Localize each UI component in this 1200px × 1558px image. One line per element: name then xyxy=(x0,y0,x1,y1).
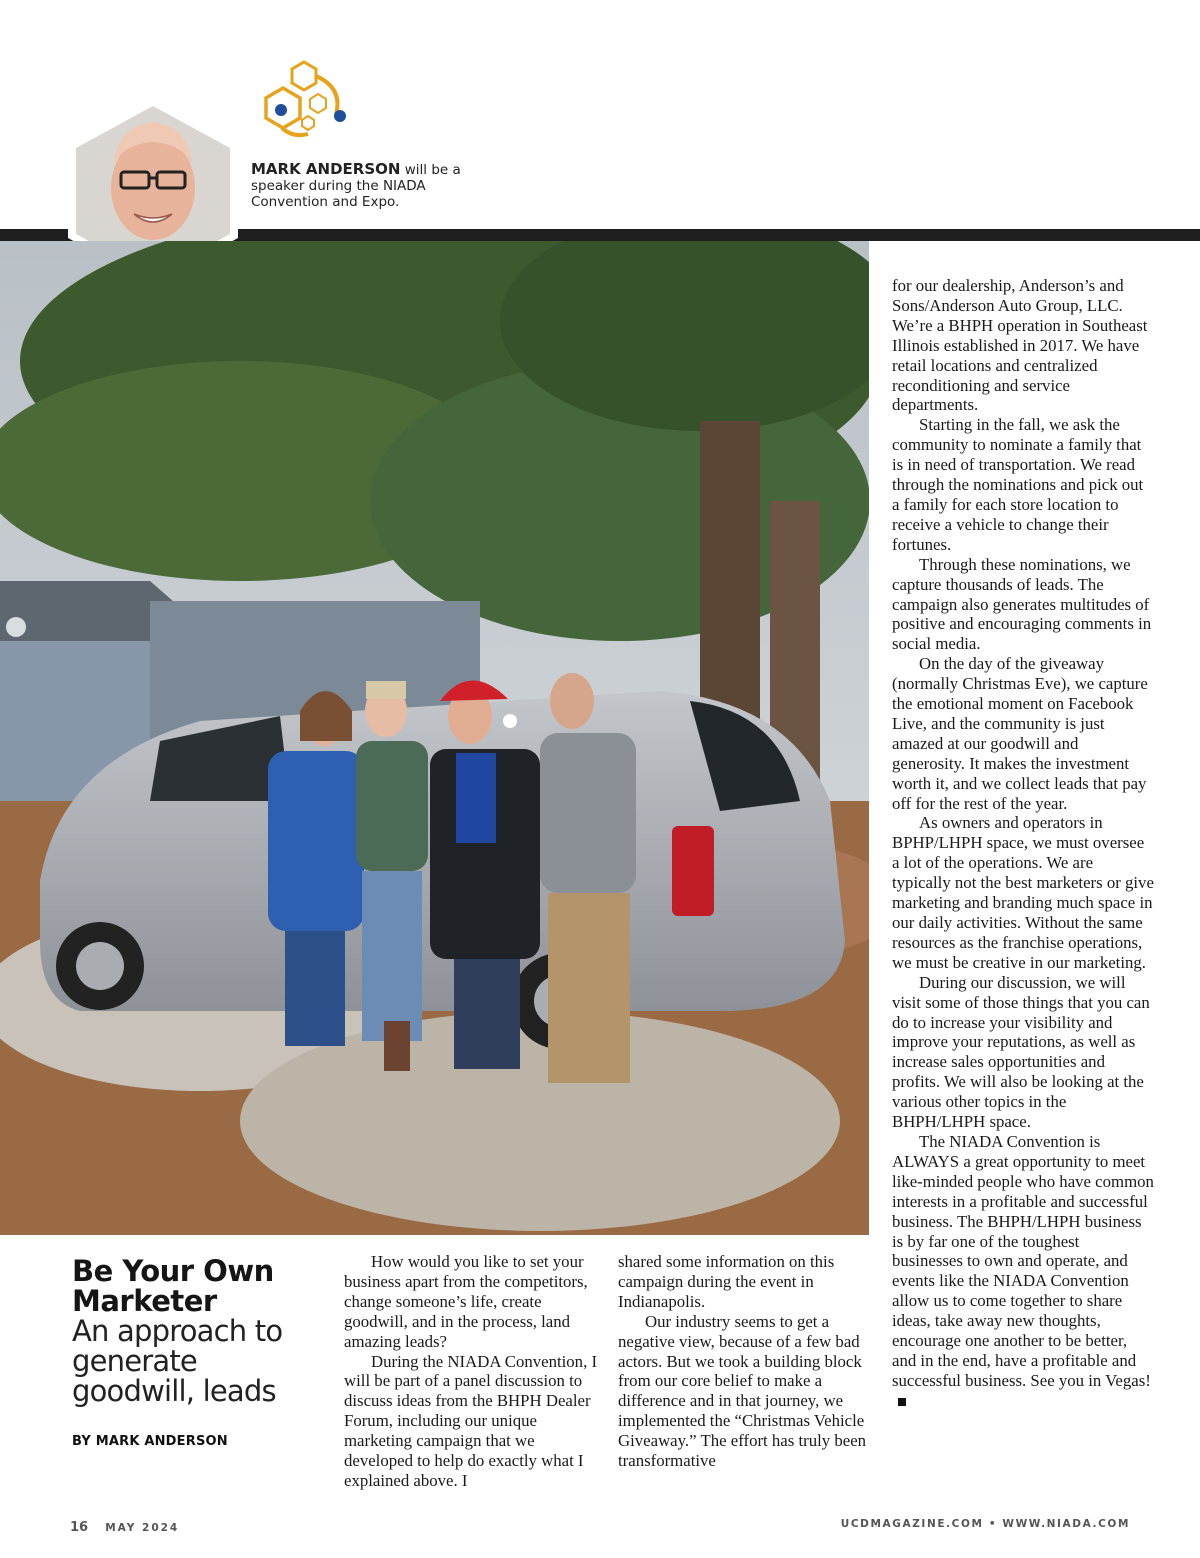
article-byline: BY MARK ANDERSON xyxy=(72,1434,228,1449)
paragraph: Our industry seems to get a negative view, because of a few bad actors. But we took a building block from our core belief to make a difference and in that journey, we implemented the “Christmas Vehicle Giveaway.” The effort has truly been transformative xyxy=(618,1311,867,1471)
paragraph: for our dealership, Anderson’s and Sons/Anderson Auto Group, LLC. We’re a BHPH operation in Southeast Illinois established in 2017. We have retail locations and centralized reconditioning and service departments. xyxy=(892,276,1148,415)
article-column-2 xyxy=(618,1252,874,1471)
paragraph: shared some information on this campaign during the event in Indianapolis. xyxy=(618,1252,835,1311)
paragraph: As owners and operators in BPHP/LHPH space, we must oversee a lot of the operations. We are typically not the best marketers or give marketing and branding much space in our daily activities. Without the same resources as the franchise operations, we must be creative in our marketing. xyxy=(892,813,1154,972)
convention-logo xyxy=(248,58,354,142)
paragraph: How would you like to set your business apart from the competitors, change someone’s life, create goodwill, and in the process, land amazing leads? xyxy=(344,1252,588,1351)
speaker-name: MARK ANDERSON xyxy=(251,160,401,178)
paragraph: On the day of the giveaway (normally Christmas Eve), we capture the emotional moment on Facebook Live, and the community is just amazed at our goodwill and generosity. It makes the investment worth it, and we collect leads that pay off for the rest of the year. xyxy=(892,654,1148,813)
issue-date: MAY 2024 xyxy=(105,1522,180,1534)
paragraph: The NIADA Convention is ALWAYS a great opportunity to meet like-minded people who have common interests in a profitable and successful business. The BHPH/LHPH business is by far one of the toughest businesses to own and operate, and events like the NIADA Convention allow us to come together to share ideas, take away new thoughts, encourage one another to be better, and in the end, have a profitable and successful business. See you in Vegas! xyxy=(892,1131,1154,1390)
end-mark-icon xyxy=(898,1398,906,1406)
article-subtitle: An approach to generate goodwill, leads xyxy=(72,1314,283,1408)
footer-folio xyxy=(70,1516,179,1535)
article-column-1 xyxy=(344,1252,600,1491)
article-headline xyxy=(72,1256,322,1406)
speaker-description: will be a speaker during the NIADA Convention and Expo. xyxy=(251,162,461,210)
footer-websites: UCDMAGAZINE.COM • WWW.NIADA.COM xyxy=(840,1518,1130,1530)
paragraph: Through these nominations, we capture thousands of leads. The campaign also generates multitudes of positive and encouraging comments in social media. xyxy=(892,554,1152,654)
article-title: Be Your Own Marketer xyxy=(72,1254,274,1318)
page-number: 16 xyxy=(70,1520,89,1535)
paragraph: During our discussion, we will visit some of those things that you can do to increase your visibility and improve your reputations, as well as increase sales opportunities and profits. We will also be looking at the various other topics in the BHPH/LHPH space. xyxy=(892,972,1150,1132)
speaker-note xyxy=(251,161,481,210)
giveaway-photo xyxy=(0,241,869,1235)
paragraph: During the NIADA Convention, I will be part of a panel discussion to discuss ideas from the BHPH Dealer Forum, including our unique marketing campaign that we developed to help do exactly what I explained above. I xyxy=(344,1351,598,1490)
paragraph: Starting in the fall, we ask the community to nominate a family that is in need of transportation. We read through the nominations and pick out a family for each store location to receive a vehicle to change their fortunes. xyxy=(892,415,1144,554)
article-column-3 xyxy=(892,276,1154,1411)
